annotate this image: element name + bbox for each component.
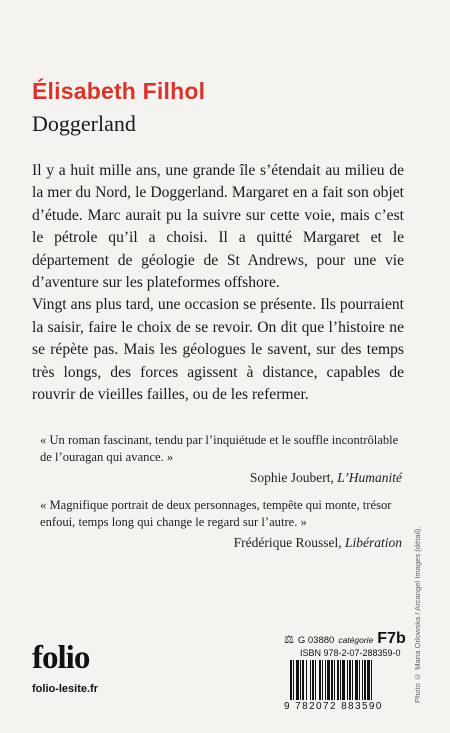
quote-attribution — [40, 535, 402, 552]
photo-credit: Photo © Marta Orlowska / Arcangel Images (détail). — [413, 526, 422, 703]
price-category-row — [284, 630, 414, 648]
blurb-paragraph-2: Vingt ans plus tard, une occasion se présente. Ils pourraient la saisir, faire le choix de se revoir. On dit que l’histoire ne se répète pas. Mais les géologues le savent, sur des temps très longs, des forces agissent à distance, capables de rouvrir de vieilles failles, ou de les refermer. — [32, 296, 404, 404]
barcode-graphic — [288, 660, 412, 700]
barcode-bar — [302, 660, 304, 700]
barcode-bar — [290, 660, 292, 700]
barcode-bar — [331, 660, 333, 700]
barcode-bar — [296, 660, 299, 700]
barcode-bar — [347, 660, 348, 700]
press-quote-1 — [40, 432, 402, 487]
barcode-bar — [300, 660, 301, 700]
barcode-bar — [371, 660, 372, 700]
publisher-website: folio-lesite.fr — [32, 683, 99, 695]
gencode: G 03880 — [297, 635, 335, 646]
barcode-bar — [364, 660, 366, 700]
author-name: Élisabeth Filhol — [32, 78, 206, 104]
barcode-bar — [355, 660, 358, 700]
barcode-bar — [293, 660, 294, 700]
press-quote-2 — [40, 497, 402, 552]
barcode-bar — [352, 660, 353, 700]
barcode-bar — [367, 660, 370, 700]
barcode-bar — [342, 660, 345, 700]
quote-author: Frédérique Roussel, — [233, 535, 342, 550]
blurb — [32, 160, 404, 406]
quote-author: Sophie Joubert, — [249, 470, 334, 485]
quote-text: « Un roman fascinant, tendu par l’inquiétude et le souffle incontrôlable de l’ouragan qui avance. » — [40, 433, 399, 464]
publisher-logo: folio — [32, 640, 90, 676]
barcode-bar — [306, 660, 307, 700]
barcode-bar — [327, 660, 330, 700]
barcode-bar — [340, 660, 341, 700]
quote-source: L’Humanité — [337, 470, 402, 485]
barcode-bar — [312, 660, 314, 700]
isbn: ISBN 978-2-07-288359-0 — [300, 648, 401, 658]
barcode-bar — [322, 660, 323, 700]
quote-attribution — [40, 470, 402, 487]
book-title: Doggerland — [32, 111, 136, 136]
barcode-bar — [337, 660, 339, 700]
barcode-bar — [334, 660, 335, 700]
barcode-bar — [359, 660, 360, 700]
balance-scale-icon: ⚖ — [284, 634, 294, 646]
barcode-bar — [315, 660, 316, 700]
blurb-paragraph-1: Il y a huit mille ans, une grande île s’étendait au milieu de la mer du Nord, le Doggerland. Margaret en a fait son objet d’étude. Marc aurait pu la suivre sur cette voie, mais c’est le pétrole qu’il a choisi. Il a quitté Margaret et le département de géologie de St Andrews, pour une vie d’aventure sur les plateformes offshore. — [32, 162, 404, 292]
barcode-bar — [319, 660, 321, 700]
category-label: catégorie — [338, 635, 374, 645]
barcode-bar — [362, 660, 363, 700]
barcode-bar — [310, 660, 311, 700]
category-code: F7b — [377, 630, 406, 647]
barcode-digits: 9 782072 883590 — [284, 701, 383, 712]
quote-text: « Magnifique portrait de deux personnages, tempête qui monte, trésor enfoui, temps long qui change le regard sur l’autre. » — [40, 498, 392, 529]
quote-source: Libération — [344, 535, 402, 550]
barcode-bar — [349, 660, 351, 700]
barcode-bar — [325, 660, 326, 700]
